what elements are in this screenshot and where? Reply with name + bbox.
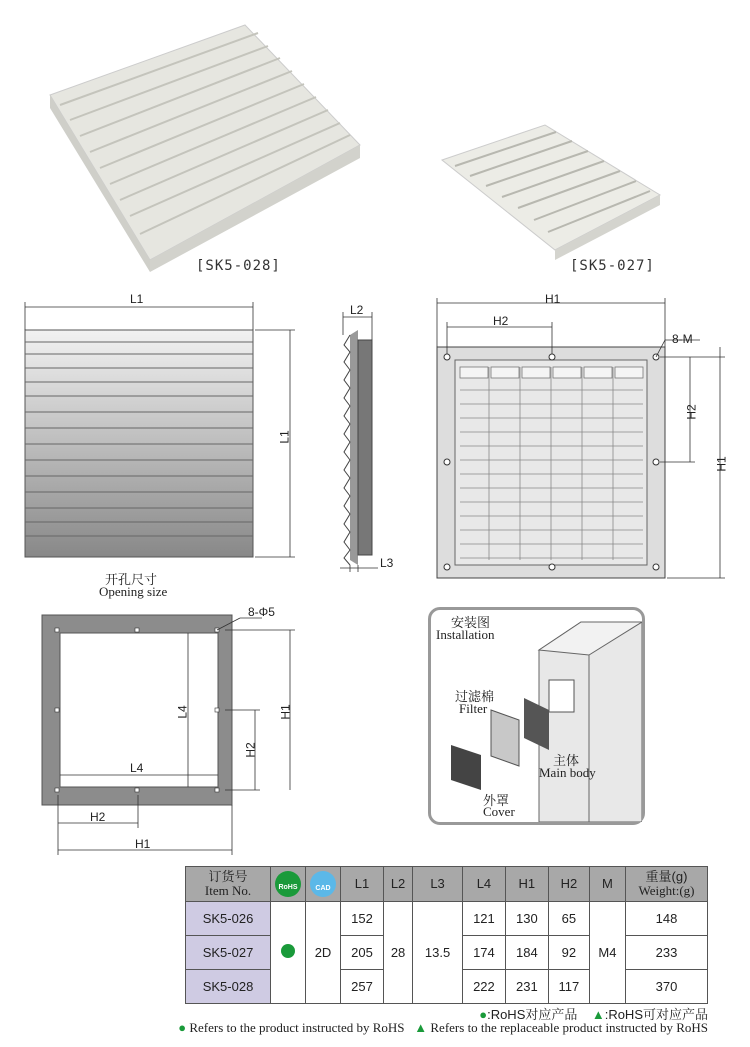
triangle-icon: ▲ (591, 1007, 605, 1022)
l4-value: 222 (462, 970, 505, 1004)
installation-title-cn: 安装图 (451, 615, 491, 630)
cover-label-cn: 外罩 (483, 793, 510, 808)
header-weight-cn: 重量(g) (645, 869, 688, 884)
cover-label-en: Cover (483, 804, 515, 819)
item-no: SK5-028 (186, 970, 271, 1004)
side-l3-dim: L3 (380, 556, 394, 570)
item-no: SK5-027 (186, 936, 271, 970)
legend-en-rohs: Refers to the product instructed by RoHS (189, 1020, 405, 1035)
front-l1-top-dim: L1 (130, 292, 144, 306)
sk5-028-image (50, 25, 360, 272)
opening-holes-label: 8-Φ5 (248, 605, 275, 619)
header-l4: L4 (462, 867, 505, 902)
rohs-dot-icon (281, 944, 295, 958)
header-item-en: Item No. (204, 883, 252, 898)
back-h1-side-dim: H1 (714, 456, 729, 472)
installation-title-en: Installation (436, 627, 495, 642)
opening-drawing (0, 600, 320, 860)
weight-value: 233 (626, 936, 708, 970)
legend-cn-rohs: :RoHS对应产品 (487, 1007, 578, 1022)
header-l3: L3 (413, 867, 463, 902)
opening-title-en: Opening size (99, 584, 168, 599)
cad-icon: CAD (310, 871, 336, 897)
back-h1-top-dim: H1 (545, 292, 561, 306)
l1-value: 257 (341, 970, 384, 1004)
h1-value: 231 (505, 970, 548, 1004)
circle-icon: ● (479, 1007, 488, 1022)
header-item-cn: 订货号 (208, 869, 248, 884)
side-view (340, 312, 378, 572)
front-l1-side-dim: L1 (277, 430, 292, 444)
item-no: SK5-026 (186, 902, 271, 936)
opening-l4-h-dim: L4 (130, 761, 144, 775)
weight-value: 370 (626, 970, 708, 1004)
body-label-en: Main body (539, 765, 596, 780)
header-l2: L2 (383, 867, 412, 902)
opening-h1-v-dim: H1 (278, 704, 293, 720)
opening-h1-h-dim: H1 (135, 837, 151, 851)
sk5-028-label: [SK5-028] (196, 258, 281, 274)
h1-value: 130 (505, 902, 548, 936)
header-weight-en: Weight:(g) (638, 883, 695, 898)
h2-value: 65 (548, 902, 589, 936)
l1-value: 152 (341, 902, 384, 936)
cad-value: 2D (306, 902, 341, 1004)
opening-l4-v-dim: L4 (175, 705, 190, 719)
sk5-027-image (442, 125, 660, 260)
header-h2: H2 (548, 867, 589, 902)
legend-en-replaceable: Refers to the replaceable product instructed by RoHS (430, 1020, 708, 1035)
triangle-icon: ▲ (414, 1020, 428, 1035)
header-m: M (589, 867, 625, 902)
legend-en (178, 1020, 708, 1036)
header-h1: H1 (505, 867, 548, 902)
table-row (186, 902, 708, 936)
header-l1: L1 (341, 867, 384, 902)
m-value: M4 (589, 902, 625, 1004)
legend-cn-replaceable: :RoHS可对应产品 (604, 1007, 708, 1022)
opening-title-cn: 开孔尺寸 (105, 572, 158, 587)
technical-drawings (0, 290, 750, 590)
rohs-icon: RoHS (275, 871, 301, 897)
installation-panel (428, 607, 645, 825)
l4-value: 121 (462, 902, 505, 936)
back-holes-label: 8-M (672, 332, 693, 346)
front-view (25, 302, 295, 557)
product-images (0, 0, 750, 290)
sk5-027-label: [SK5-027] (570, 258, 655, 274)
filter-label-cn: 过滤棉 (455, 689, 495, 704)
l3-value: 13.5 (413, 902, 463, 1004)
filter-label-en: Filter (459, 701, 488, 716)
opening-h2-h-dim: H2 (90, 810, 106, 824)
back-h2-side-dim: H2 (684, 404, 699, 420)
l2-value: 28 (383, 902, 412, 1004)
spec-table (185, 866, 708, 1004)
l4-value: 174 (462, 936, 505, 970)
h2-value: 117 (548, 970, 589, 1004)
h2-value: 92 (548, 936, 589, 970)
body-label-cn: 主体 (553, 753, 580, 768)
h1-value: 184 (505, 936, 548, 970)
side-l2-dim: L2 (350, 303, 364, 317)
weight-value: 148 (626, 902, 708, 936)
l1-value: 205 (341, 936, 384, 970)
opening-h2-v-dim: H2 (243, 742, 258, 758)
back-h2-top-dim: H2 (493, 314, 509, 328)
circle-icon: ● (178, 1020, 187, 1035)
